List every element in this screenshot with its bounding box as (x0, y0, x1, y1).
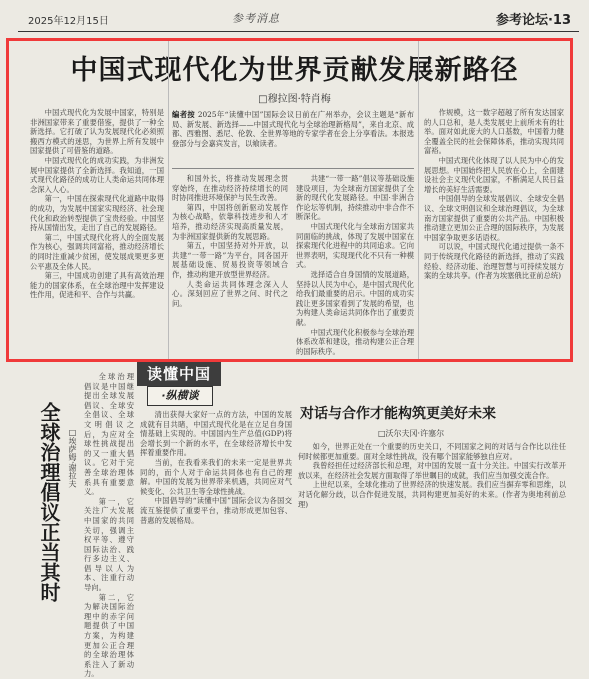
paragraph: 中国式现代化的成功实践，为非洲发展中国家提供了全新选择。我知道，一国式现代化路径的成功让人类命运共同体理念深入人心。 (30, 155, 164, 194)
paragraph: 中国式现代化体现了以人民为中心的发展思想。中国始终把人民放在心上，全面建设社会主义现代化国家，不断满足人民日益增长的美好生活需要。 (424, 155, 564, 194)
page-header (0, 0, 589, 36)
paragraph: 和国外长，将推动发展理念贯穿始终，在推动经济持续增长的同时协同推进环境保护与民生改善。 (172, 174, 288, 203)
lower-left-title: 全球治理倡议正当其时 (37, 402, 61, 602)
lower-left-author: □埃萨姆·谢拉夫 (68, 428, 77, 488)
paragraph: 作规模，这一数字超越了所有发达国家的人口总和，是人类发展史上前所未有的壮举。面对如此庞大的人口基数，中国着力健全覆盖全民的社会保障体系，推动实现共同富裕。 (424, 108, 564, 156)
paragraph: 清出获得大家好一点的方法，中国的发展成就有目共睹，中国式现代化是在立足自身国情基础上实现的。中国国内生产总值(GDP)将会增长到一个新的水平，在全球经济增长中发挥着重要作用。 (140, 410, 292, 458)
banner-subtitle: ·纵横谈 (147, 386, 213, 406)
paragraph: 我曾经担任过经济部长和总理，对中国的发展一直十分关注。中国实行改革开放以来，在经济社会发展方面取得了举世瞩目的成就，我们应当加强交流合作。 (298, 461, 566, 480)
paragraph: 如今，世界正处在一个重要的历史关口，不同国家之间的对话与合作比以往任何时候都更加重要。面对全球性挑战，没有哪个国家能够独自应对。 (298, 442, 566, 461)
lower-left-column (84, 372, 134, 679)
paragraph: 共建“一带一路”倡议等基础设施建设项目，为全球南方国家提供了全新的现代化发展路径。中国·非洲合作论坛等机制，持续推动中非合作不断深化。 (296, 174, 414, 222)
highlight-box (6, 38, 573, 362)
paragraph: 上世纪以来，全球化推动了世界经济的快速发展。我们应当摒弃零和思维，以对话化解分歧，以合作促进发展，共同构建更加美好的未来。(作者为奥地利前总理) (298, 480, 566, 509)
paragraph: 选择适合自身国情的发展道路，坚持以人民为中心，是中国式现代化给我们最重要的启示。中国的成功实践让更多国家看到了发展的希望，也为构建人类命运共同体作出了重要贡献。 (296, 269, 414, 327)
editor-note-label: 编者按 (172, 110, 196, 119)
paragraph: 第五，中国坚持对外开放，以共建“一带一路”为平台，同各国开展基础设施、贸易投资等领域合作，推动构建开放型世界经济。 (172, 241, 288, 279)
editor-note-text: 2025年“读懂中国”国际会议日前在广州举办，会议主题是“新布局、新发展、新选择——中国式现代化与全球治理新格局”，来自北京、成都、西雅图、悉尼、伦敦、全世界等地的专家学者在会上分享看法。本报选登部分与会嘉宾发言，以飨读者。 (172, 110, 415, 148)
paragraph: 第三，中国成功创建了具有高效治理能力的国家体系，在全球治理中发挥建设性作用，促进和平、合作与共赢。 (30, 271, 164, 300)
paragraph: 中国倡导的“读懂中国”国际会议为各国交流互鉴提供了重要平台，推动形成更加包容、普惠的发展格局。 (140, 496, 292, 525)
paragraph: 中国倡导的全球发展倡议、全球安全倡议、全球文明倡议和全球治理倡议，为全球南方国家提供了重要的公共产品。中国积极推动建立更加公正合理的国际秩序，为发展中国家争取更多话语权。 (424, 194, 564, 242)
paragraph: 第二，中国式现代化将人的全面发展作为核心，强调共同富裕，推动经济增长的同时注重减少贫困，使发展成果更多更公平惠及全体人民。 (30, 232, 164, 271)
column-banner (137, 362, 221, 406)
header-rule (18, 31, 579, 32)
paragraph: 可以说，中国式现代化通过提供一条不同于传统现代化路径的新选择，推动了实践经验、经济动能、治理智慧与可持续发展方案的全球共享。(作者为埃塞俄比亚前总统) (424, 242, 564, 281)
lower-right-column (298, 442, 566, 624)
banner-title: 读懂中国 (137, 362, 221, 386)
paragraph: 第二，它为解决国际治理中的赤字问题提供了中国方案，为构建更加公正合理的全球治理体系注入了新动力。 (84, 592, 134, 679)
paragraph: 第四，中国将创新驱动发展作为核心战略，依靠科技进步和人才培养，推动经济实现高质量发展，为非洲国家提供新的发展思路。 (172, 202, 288, 241)
paragraph: 当前，在我看来我们的未来一定是世界共同的，而个人对于命运共同体也有自己的理解。中国的发展为世界带来机遇，共同应对气候变化、公共卫生等全球性挑战。 (140, 457, 292, 496)
paragraph: 第一，中国在探索现代化道路中取得的成功，为发展中国家实现经济、社会现代化和政治转型提供了宝贵经验。中国坚持从国情出发，走出了自己的发展路径。 (30, 194, 164, 233)
paragraph: 人类命运共同体理念深入人心。深刻回应了世界之问、时代之问。 (172, 279, 288, 308)
paragraph: 中国式现代化积极参与全球治理体系改革和建设，推动构建公正合理的国际秩序。 (296, 327, 414, 356)
lower-middle-column (140, 410, 292, 624)
newspaper-logo: 参考消息 (232, 12, 280, 25)
paragraph: 第一，它关注广大发展中国家的共同关切，强调主权平等、遵守国际法治、践行多边主义、倡导以人为本、注重行动导向。 (84, 496, 134, 593)
section-label: 参考论坛·13 (495, 13, 571, 28)
paragraph: 全球治理倡议是中国继提出全球发展倡议、全球安全倡议、全球文明倡议之后，为应对全球性挑战提出的又一重大倡议。它对于完善全球治理体系具有重要意义。 (84, 372, 134, 497)
lower-right-title: 对话与合作才能构筑更美好未来 (300, 406, 496, 422)
paragraph: 中国式现代化为发展中国家，特别是非洲国家带来了重要借鉴，提供了一种全新选择。它打破了认为发展现代化必须照搬西方模式的迷思，为世界上所有发展中国家提供了可借鉴的道路。 (30, 108, 164, 156)
lower-right-author: □沃尔夫冈·许塞尔 (378, 429, 445, 438)
article-byline: □穆拉图·特肖梅 (258, 94, 331, 105)
article-title: 中国式现代化为世界贡献发展新路径 (70, 55, 519, 86)
paragraph: 中国式现代化与全球南方国家共同面临的挑战，体现了发展中国家在探索现代化进程中的共同追求。它向世界表明，实现现代化不只有一种模式。 (296, 221, 414, 270)
issue-date: 2025年12月15日 (28, 16, 109, 27)
